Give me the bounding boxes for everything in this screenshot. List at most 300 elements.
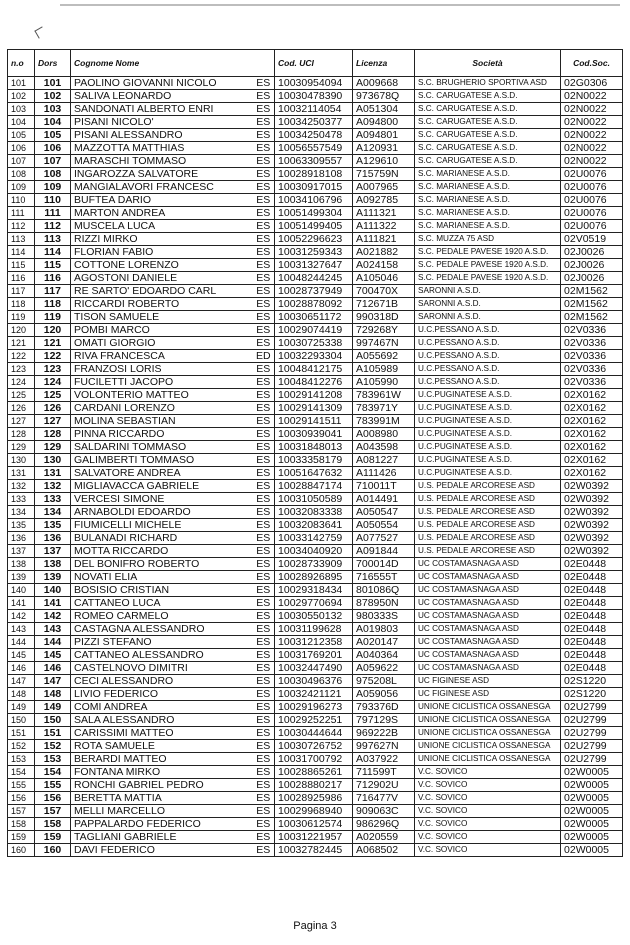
category: ES [253,753,275,766]
rider-name: RIZZI MIRKO [71,233,253,246]
table-row [8,623,623,636]
team-name: U.C.PESSANO A.S.D. [415,337,561,350]
table-row [8,545,623,558]
bib-number: 126 [35,402,71,415]
team-code: 02V0336 [561,337,623,350]
table-row [8,402,623,415]
license-number: A094801 [353,129,415,142]
rider-name: MARASCHI TOMMASO [71,155,253,168]
table-row [8,610,623,623]
row-number: 129 [8,441,35,454]
team-name: V.C. SOVICO [415,792,561,805]
row-number: 123 [8,363,35,376]
license-number: A105990 [353,376,415,389]
team-code: 02M1562 [561,311,623,324]
bib-number: 111 [35,207,71,220]
bib-number: 115 [35,259,71,272]
rider-name: SALA ALESSANDRO [71,714,253,727]
row-number: 124 [8,376,35,389]
table-row [8,662,623,675]
table-row [8,233,623,246]
rider-name: MANGIALAVORI FRANCESC [71,181,253,194]
category: ES [253,662,275,675]
category: ES [253,649,275,662]
row-number: 132 [8,480,35,493]
uci-code: 10032447490 [275,662,353,675]
row-number: 145 [8,649,35,662]
license-number: 801086Q [353,584,415,597]
license-number: A105989 [353,363,415,376]
header-number: n.o [8,50,35,77]
uci-code: 10031848013 [275,441,353,454]
row-number: 101 [8,77,35,90]
bib-number: 110 [35,194,71,207]
uci-code: 10031327647 [275,259,353,272]
bib-number: 153 [35,753,71,766]
team-name: V.C. SOVICO [415,779,561,792]
team-name: S.C. MUZZA 75 ASD [415,233,561,246]
team-name: S.C. MARIANESE A.S.D. [415,168,561,181]
uci-code: 10033358179 [275,454,353,467]
license-number: A050554 [353,519,415,532]
license-number: A008980 [353,428,415,441]
table-row [8,168,623,181]
bib-number: 109 [35,181,71,194]
row-number: 142 [8,610,35,623]
bib-number: 128 [35,428,71,441]
table-row [8,194,623,207]
rider-name: COTTONE LORENZO [71,259,253,272]
uci-code: 10028926895 [275,571,353,584]
category: ES [253,428,275,441]
team-code: 02M1562 [561,285,623,298]
bib-number: 122 [35,350,71,363]
team-code: 02W0392 [561,545,623,558]
rider-name: FLORIAN FABIO [71,246,253,259]
uci-code: 10031212358 [275,636,353,649]
bib-number: 158 [35,818,71,831]
table-row [8,701,623,714]
table-row [8,77,623,90]
rider-name: RONCHI GABRIEL PEDRO [71,779,253,792]
table-row [8,363,623,376]
table-row [8,714,623,727]
license-number: A043598 [353,441,415,454]
license-number: 797129S [353,714,415,727]
uci-code: 10031259343 [275,246,353,259]
team-code: 02W0005 [561,792,623,805]
table-row [8,480,623,493]
team-name: UC COSTAMASNAGA ASD [415,558,561,571]
category: ES [253,246,275,259]
row-number: 104 [8,116,35,129]
table-row [8,376,623,389]
bib-number: 143 [35,623,71,636]
rider-name: CARDANI LORENZO [71,402,253,415]
table-row [8,571,623,584]
category: ES [253,311,275,324]
category: ES [253,298,275,311]
bib-number: 103 [35,103,71,116]
category: ED [253,350,275,363]
table-row [8,675,623,688]
row-number: 151 [8,727,35,740]
row-number: 139 [8,571,35,584]
rider-name: BUFTEA DARIO [71,194,253,207]
team-code: 02E0448 [561,584,623,597]
table-row [8,753,623,766]
team-name: V.C. SOVICO [415,805,561,818]
category: ES [253,272,275,285]
uci-code: 10028737949 [275,285,353,298]
uci-code: 10030612574 [275,818,353,831]
table-row [8,90,623,103]
rider-name: MOLINA SEBASTIAN [71,415,253,428]
category: ES [253,168,275,181]
table-row [8,220,623,233]
bib-number: 134 [35,506,71,519]
table-row [8,246,623,259]
uci-code: 10030478390 [275,90,353,103]
rider-name: BOSISIO CRISTIAN [71,584,253,597]
table-row [8,688,623,701]
row-number: 157 [8,805,35,818]
license-number: 990318D [353,311,415,324]
category: ES [253,103,275,116]
category: ES [253,285,275,298]
bib-number: 147 [35,675,71,688]
row-number: 155 [8,779,35,792]
rider-name: MUSCELA LUCA [71,220,253,233]
team-name: S.C. MARIANESE A.S.D. [415,207,561,220]
row-number: 118 [8,298,35,311]
category: ES [253,818,275,831]
license-number: 793376D [353,701,415,714]
rider-name: PAOLINO GIOVANNI NICOLO [71,77,253,90]
team-code: 02E0448 [561,558,623,571]
rider-name: BULANADI RICHARD [71,532,253,545]
license-number: 783991M [353,415,415,428]
license-number: A021882 [353,246,415,259]
category: ES [253,545,275,558]
row-number: 131 [8,467,35,480]
table-row [8,311,623,324]
table-row [8,636,623,649]
header-license: Licenza [353,50,415,77]
rider-name: CARISSIMI MATTEO [71,727,253,740]
category: ES [253,116,275,129]
rider-name: RIVA FRANCESCA [71,350,253,363]
category: ES [253,207,275,220]
uci-code: 10051647632 [275,467,353,480]
uci-code: 10051499304 [275,207,353,220]
uci-code: 10034040920 [275,545,353,558]
team-code: 02U0076 [561,194,623,207]
team-name: S.C. PEDALE PAVESE 1920 A.S.D. [415,259,561,272]
team-code: 02V0336 [561,363,623,376]
team-code: 02U0076 [561,181,623,194]
rider-name: ARNABOLDI EDOARDO [71,506,253,519]
uci-code: 10029196273 [275,701,353,714]
rider-name: LIVIO FEDERICO [71,688,253,701]
license-number: A111821 [353,233,415,246]
team-code: 02U2799 [561,740,623,753]
uci-code: 10030651172 [275,311,353,324]
team-code: 02W0005 [561,805,623,818]
team-name: UC COSTAMASNAGA ASD [415,584,561,597]
team-name: V.C. SOVICO [415,831,561,844]
category: ES [253,90,275,103]
team-name: U.C.PUGINATESE A.S.D. [415,415,561,428]
uci-code: 10030917015 [275,181,353,194]
team-code: 02N0022 [561,129,623,142]
rider-name: MAZZOTTA MATTHIAS [71,142,253,155]
license-number: 969222B [353,727,415,740]
team-code: 02W0392 [561,532,623,545]
team-name: SARONNI A.S.D. [415,285,561,298]
category: ES [253,363,275,376]
uci-code: 10030550132 [275,610,353,623]
team-code: 02U0076 [561,207,623,220]
row-number: 115 [8,259,35,272]
uci-code: 10032293304 [275,350,353,363]
table-row [8,155,623,168]
license-number: 783971Y [353,402,415,415]
category: ES [253,415,275,428]
row-number: 134 [8,506,35,519]
uci-code: 10051499405 [275,220,353,233]
bib-number: 154 [35,766,71,779]
header-team: Società [415,50,561,77]
license-number: A092785 [353,194,415,207]
license-number: A020147 [353,636,415,649]
uci-code: 10028925986 [275,792,353,805]
scan-corner-mark [34,26,46,38]
team-code: 02U2799 [561,753,623,766]
table-row [8,779,623,792]
uci-code: 10033142759 [275,532,353,545]
team-name: UC COSTAMASNAGA ASD [415,662,561,675]
bib-number: 136 [35,532,71,545]
category: ES [253,454,275,467]
table-row [8,441,623,454]
table-row [8,272,623,285]
rider-name: POMBI MARCO [71,324,253,337]
row-number: 125 [8,389,35,402]
table-row [8,259,623,272]
uci-code: 10032083641 [275,519,353,532]
row-number: 121 [8,337,35,350]
team-name: U.S. PEDALE ARCORESE ASD [415,519,561,532]
uci-code: 10029318434 [275,584,353,597]
team-code: 02U2799 [561,727,623,740]
license-number: A081227 [353,454,415,467]
rider-name: BERETTA MATTIA [71,792,253,805]
team-name: U.C.PUGINATESE A.S.D. [415,441,561,454]
table-row [8,727,623,740]
uci-code: 10030725338 [275,337,353,350]
team-name: S.C. CARUGATESE A.S.D. [415,103,561,116]
rider-name: SALVATORE ANDREA [71,467,253,480]
bib-number: 121 [35,337,71,350]
row-number: 117 [8,285,35,298]
uci-code: 10029252251 [275,714,353,727]
row-number: 111 [8,207,35,220]
license-number: A091844 [353,545,415,558]
bib-number: 144 [35,636,71,649]
bib-number: 151 [35,727,71,740]
team-name: UNIONE CICLISTICA OSSANESGA [415,727,561,740]
row-number: 143 [8,623,35,636]
row-number: 150 [8,714,35,727]
rider-name: ROTA SAMUELE [71,740,253,753]
team-name: U.C.PUGINATESE A.S.D. [415,402,561,415]
uci-code: 10034250478 [275,129,353,142]
rider-name: MELLI MARCELLO [71,805,253,818]
bib-number: 106 [35,142,71,155]
category: ES [253,571,275,584]
table-row [8,792,623,805]
uci-code: 10031221957 [275,831,353,844]
category: ES [253,337,275,350]
team-code: 02X0162 [561,389,623,402]
uci-code: 10032782445 [275,844,353,857]
rider-name: SALDARINI TOMMASO [71,441,253,454]
license-number: A007965 [353,181,415,194]
rider-name: SALIVA LEONARDO [71,90,253,103]
category: ES [253,155,275,168]
team-name: U.C.PUGINATESE A.S.D. [415,428,561,441]
rider-name: PISANI ALESSANDRO [71,129,253,142]
license-number: 878950N [353,597,415,610]
team-name: S.C. CARUGATESE A.S.D. [415,116,561,129]
row-number: 160 [8,844,35,857]
uci-code: 10030726752 [275,740,353,753]
team-code: 02S1220 [561,688,623,701]
table-row [8,103,623,116]
row-number: 138 [8,558,35,571]
license-number: A105046 [353,272,415,285]
team-name: UC COSTAMASNAGA ASD [415,597,561,610]
team-code: 02W0005 [561,766,623,779]
table-row [8,285,623,298]
row-number: 135 [8,519,35,532]
team-name: UNIONE CICLISTICA OSSANESGA [415,714,561,727]
bib-number: 112 [35,220,71,233]
table-row [8,337,623,350]
category: ES [253,714,275,727]
bib-number: 146 [35,662,71,675]
category: ES [253,532,275,545]
table-row [8,350,623,363]
table-row [8,142,623,155]
table-row [8,532,623,545]
rider-name: VERCESI SIMONE [71,493,253,506]
team-name: U.C.PUGINATESE A.S.D. [415,467,561,480]
team-name: UC FIGINESE ASD [415,688,561,701]
team-code: 02W0005 [561,844,623,857]
row-number: 126 [8,402,35,415]
uci-code: 10031199628 [275,623,353,636]
row-number: 152 [8,740,35,753]
team-code: 02W0392 [561,480,623,493]
category: ES [253,597,275,610]
team-name: U.S. PEDALE ARCORESE ASD [415,532,561,545]
team-name: SARONNI A.S.D. [415,298,561,311]
team-name: S.C. CARUGATESE A.S.D. [415,155,561,168]
team-name: S.C. PEDALE PAVESE 1920 A.S.D. [415,272,561,285]
team-name: UC COSTAMASNAGA ASD [415,610,561,623]
rider-name: DEL BONIFRO ROBERTO [71,558,253,571]
row-number: 106 [8,142,35,155]
license-number: 715759N [353,168,415,181]
team-code: 02G0306 [561,77,623,90]
bib-number: 117 [35,285,71,298]
team-name: S.C. PEDALE PAVESE 1920 A.S.D. [415,246,561,259]
uci-code: 10029141208 [275,389,353,402]
uci-code: 10031050589 [275,493,353,506]
team-code: 02J0026 [561,246,623,259]
category: ES [253,194,275,207]
team-code: 02E0448 [561,623,623,636]
rider-name: CECI ALESSANDRO [71,675,253,688]
bib-number: 105 [35,129,71,142]
bib-number: 107 [35,155,71,168]
team-name: V.C. SOVICO [415,766,561,779]
row-number: 133 [8,493,35,506]
uci-code: 10028878092 [275,298,353,311]
rider-name: PAPPALARDO FEDERICO [71,818,253,831]
rider-name: PINNA RICCARDO [71,428,253,441]
license-number: 975208L [353,675,415,688]
team-code: 02V0336 [561,324,623,337]
team-code: 02S1220 [561,675,623,688]
team-name: UC FIGINESE ASD [415,675,561,688]
category: ES [253,519,275,532]
category: ES [253,389,275,402]
team-name: U.C.PUGINATESE A.S.D. [415,454,561,467]
category: ES [253,220,275,233]
table-row [8,467,623,480]
license-number: A014491 [353,493,415,506]
category: ES [253,233,275,246]
license-number: A059056 [353,688,415,701]
license-number: A020559 [353,831,415,844]
category: ES [253,740,275,753]
uci-code: 10034250377 [275,116,353,129]
bib-number: 148 [35,688,71,701]
license-number: 986296Q [353,818,415,831]
bib-number: 131 [35,467,71,480]
team-code: 02V0519 [561,233,623,246]
category: ES [253,493,275,506]
table-header-row [8,50,623,77]
team-name: U.S. PEDALE ARCORESE ASD [415,493,561,506]
license-number: 997467N [353,337,415,350]
category: ES [253,623,275,636]
uci-code: 10028733909 [275,558,353,571]
uci-code: 10048244245 [275,272,353,285]
category: ES [253,766,275,779]
uci-code: 10052296623 [275,233,353,246]
license-number: 716555T [353,571,415,584]
team-code: 02N0022 [561,90,623,103]
team-name: UNIONE CICLISTICA OSSANESGA [415,740,561,753]
row-number: 146 [8,662,35,675]
bib-number: 102 [35,90,71,103]
row-number: 102 [8,90,35,103]
header-team-code: Cod.Soc. [561,50,623,77]
